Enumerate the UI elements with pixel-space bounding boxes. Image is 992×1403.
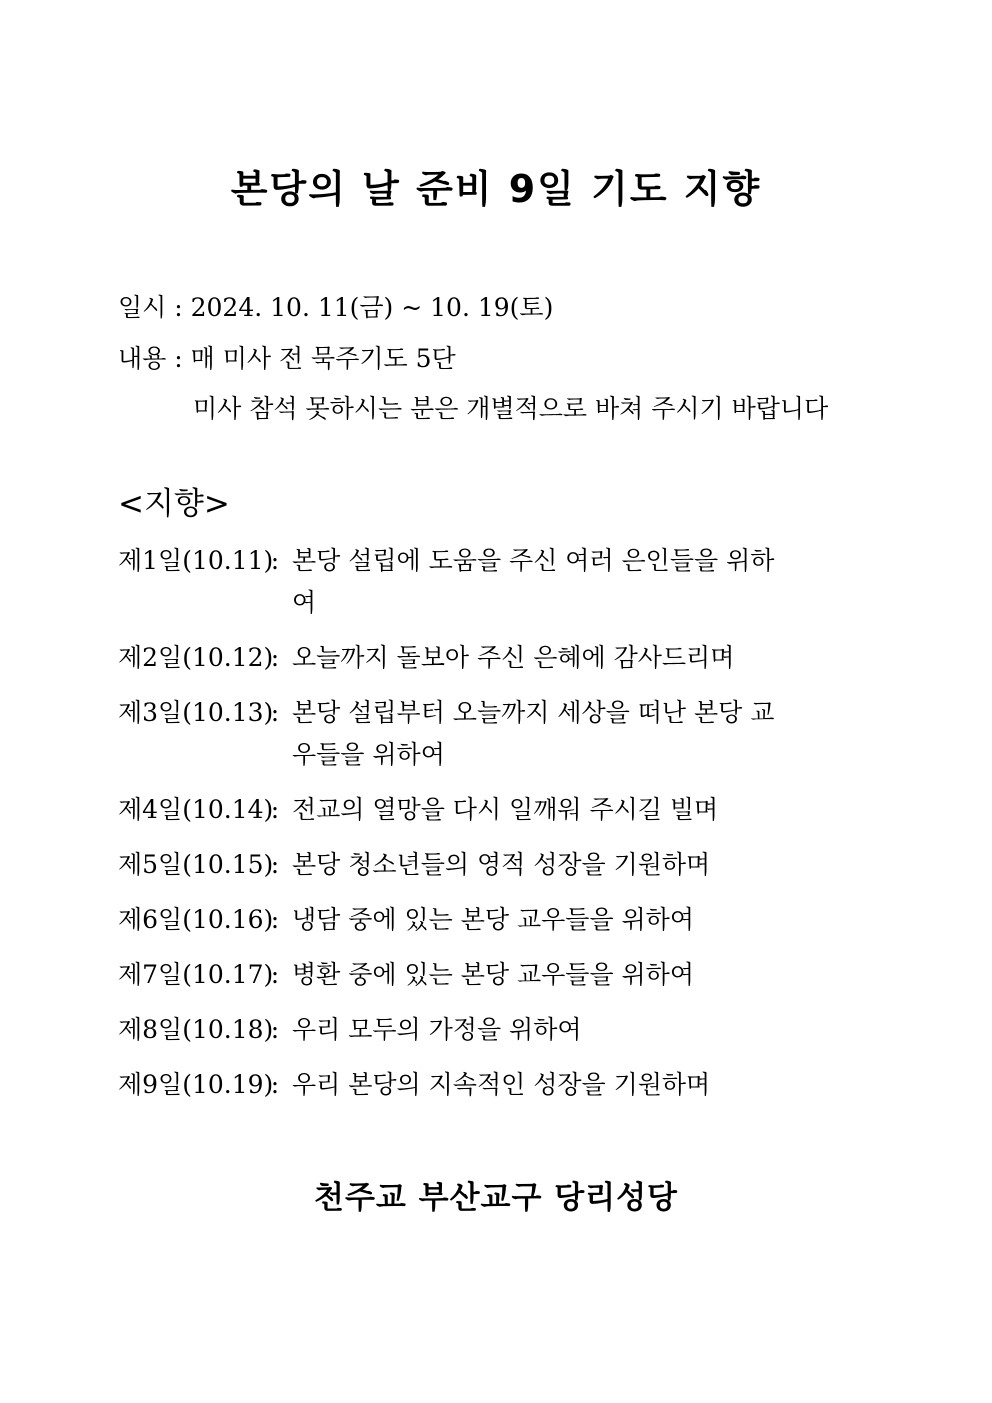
intention-colon: : (270, 850, 280, 879)
intention-day: 제5일(10.15) (118, 850, 274, 879)
intention-text: 우리 모두의 가정을 위하여 (292, 1015, 582, 1044)
intention-day: 제1일(10.11) (118, 546, 274, 575)
intention-item (118, 540, 918, 624)
note-line: 미사 참석 못하시는 분은 개별적으로 바쳐 주시기 바랍니다 (193, 394, 829, 423)
content-line: 내용 : 매 미사 전 묵주기도 5단 (118, 344, 456, 373)
intention-item (118, 954, 918, 996)
intention-colon: : (270, 905, 280, 934)
intention-item (118, 844, 918, 886)
intention-day: 제8일(10.18) (118, 1015, 274, 1044)
section-heading: <지향> (118, 486, 230, 522)
intention-item (118, 692, 918, 776)
intention-colon: : (270, 546, 280, 575)
intention-item (118, 899, 918, 941)
intention-item (118, 637, 918, 679)
intention-colon: : (270, 643, 280, 672)
intention-colon: : (270, 960, 280, 989)
intention-text: 본당 설립부터 오늘까지 세상을 떠난 본당 교우들을 위하여 (292, 698, 775, 769)
intention-day: 제6일(10.16) (118, 905, 274, 934)
intention-day: 제9일(10.19) (118, 1070, 274, 1099)
intention-text: 본당 설립에 도움을 주신 여러 은인들을 위하여 (292, 546, 775, 617)
intention-day: 제7일(10.17) (118, 960, 274, 989)
intention-text: 냉담 중에 있는 본당 교우들을 위하여 (292, 905, 694, 934)
intention-day: 제4일(10.14) (118, 795, 274, 824)
intention-item (118, 1064, 918, 1106)
intention-text: 본당 청소년들의 영적 성장을 기원하며 (292, 850, 711, 879)
intention-item (118, 1009, 918, 1051)
intention-text: 우리 본당의 지속적인 성장을 기원하며 (292, 1070, 711, 1099)
intention-item (118, 789, 918, 831)
document-title: 본당의 날 준비 9일 기도 지향 (230, 167, 762, 211)
intention-text: 오늘까지 돌보아 주신 은혜에 감사드리며 (292, 643, 735, 672)
intention-colon: : (270, 698, 280, 727)
intention-day: 제3일(10.13) (118, 698, 274, 727)
schedule-line: 일시 : 2024. 10. 11(금) ~ 10. 19(토) (118, 293, 554, 322)
intention-colon: : (270, 1070, 280, 1099)
intention-list (118, 540, 918, 1119)
intention-text: 전교의 열망을 다시 일깨워 주시길 빌며 (292, 795, 719, 824)
intention-colon: : (270, 1015, 280, 1044)
parish-signature: 천주교 부산교구 당리성당 (314, 1180, 678, 1216)
intention-colon: : (270, 795, 280, 824)
intention-text: 병환 중에 있는 본당 교우들을 위하여 (292, 960, 694, 989)
intention-day: 제2일(10.12) (118, 643, 274, 672)
